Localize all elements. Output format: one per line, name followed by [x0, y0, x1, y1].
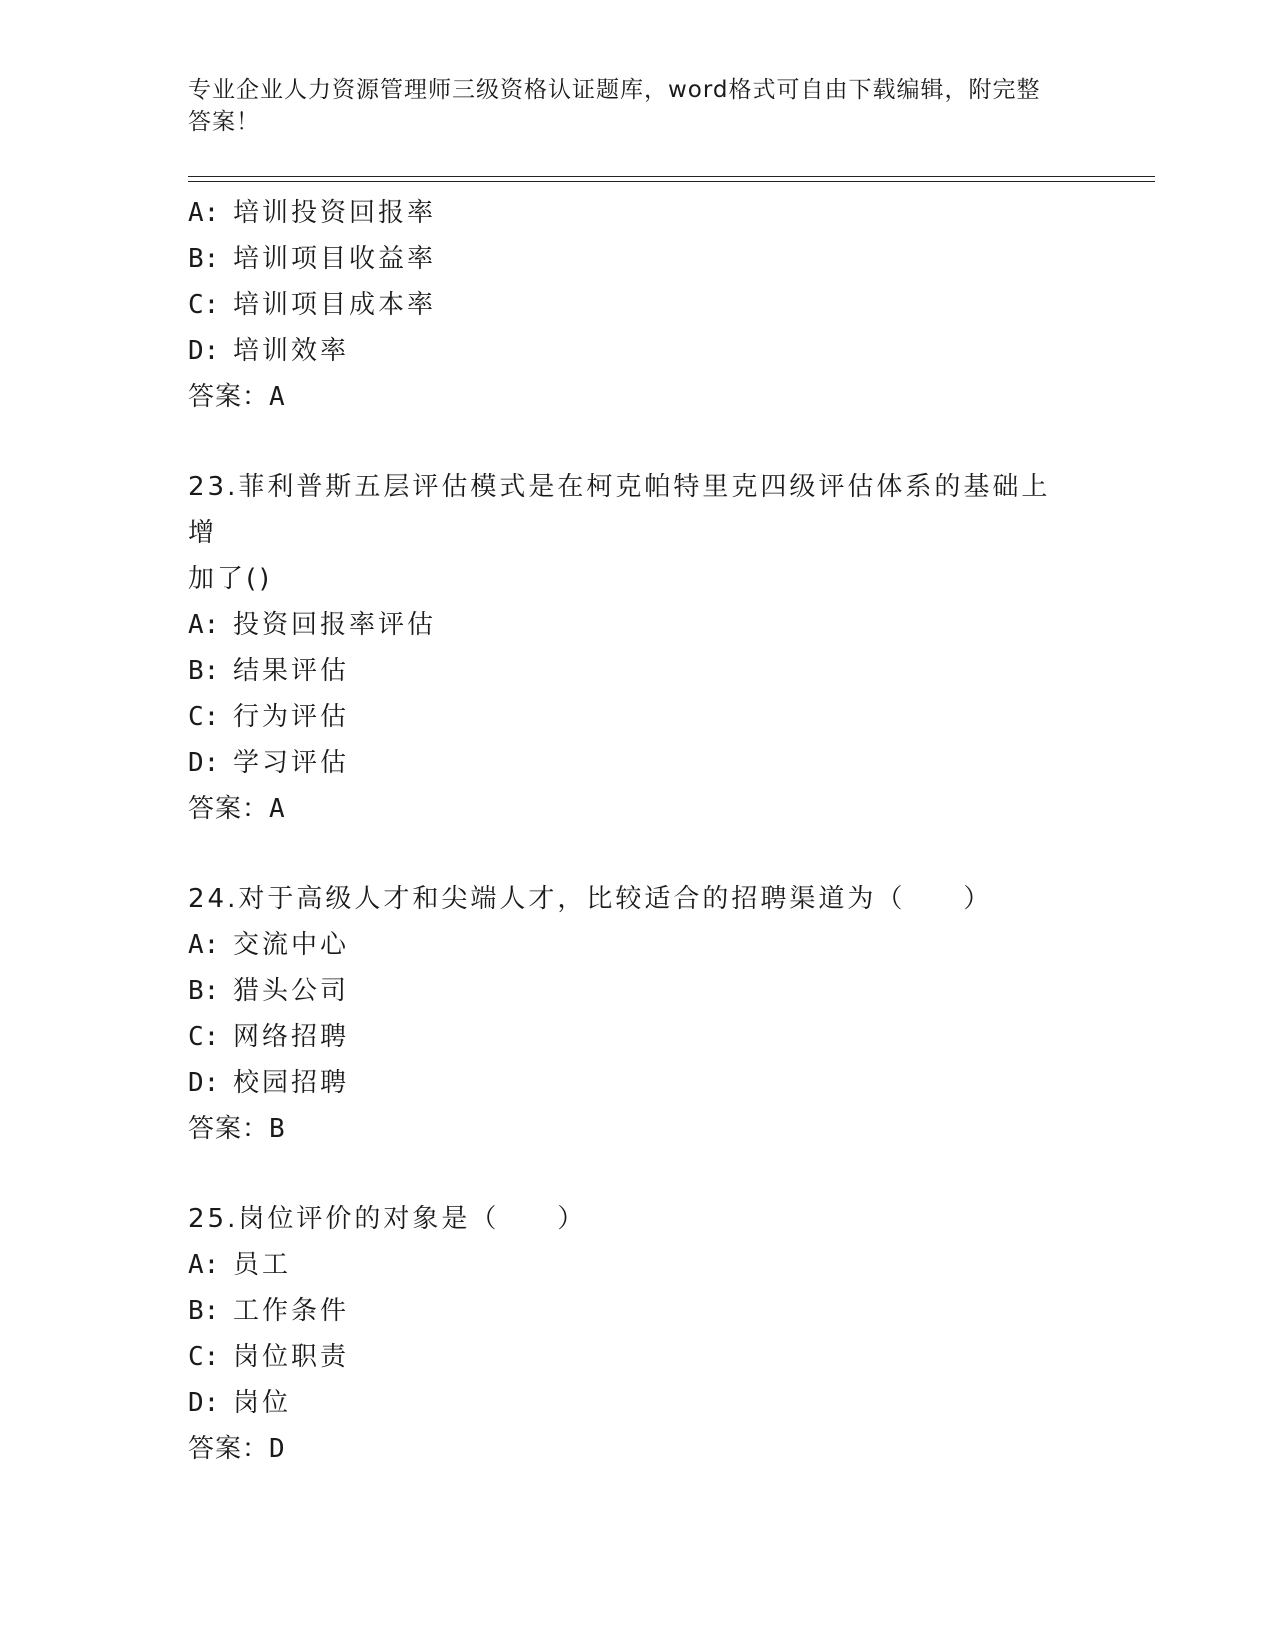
option-c	[188, 1334, 1088, 1380]
answer-line	[188, 786, 1088, 832]
option-label: C:	[188, 290, 220, 320]
header-line-1: 专业企业人力资源管理师三级资格认证题库，word格式可自由下载编辑，附完整	[188, 77, 1041, 103]
option-text: 岗位职责	[233, 1342, 350, 1372]
option-c	[188, 1014, 1088, 1060]
question-25	[188, 1196, 1088, 1472]
option-label: D:	[188, 1388, 220, 1418]
answer-line	[188, 374, 1088, 420]
question-24	[188, 876, 1088, 1152]
option-label: B:	[188, 976, 220, 1006]
option-label: D:	[188, 336, 220, 366]
option-text: 投资回报率评估	[233, 610, 437, 640]
answer-label: 答案：	[188, 1114, 270, 1144]
stem-line-1: 25.岗位评价的对象是（ ）	[188, 1204, 587, 1234]
option-a	[188, 602, 1088, 648]
header-divider-bottom	[188, 181, 1155, 182]
option-label: D:	[188, 748, 220, 778]
header-divider-top	[188, 176, 1155, 177]
option-b	[188, 968, 1088, 1014]
option-text: 岗位	[233, 1388, 292, 1418]
option-text: 培训项目成本率	[233, 290, 437, 320]
option-label: B:	[188, 656, 220, 686]
answer-line	[188, 1106, 1088, 1152]
option-d	[188, 1380, 1088, 1426]
option-text: 培训效率	[233, 336, 350, 366]
option-d	[188, 328, 1088, 374]
option-text: 网络招聘	[233, 1022, 350, 1052]
question-stem	[188, 876, 1078, 922]
header-line-2: 答案！	[188, 109, 260, 135]
option-text: 学习评估	[233, 748, 350, 778]
option-b	[188, 1288, 1088, 1334]
question-stem	[188, 464, 1078, 602]
answer-line	[188, 1426, 1088, 1472]
option-label: A:	[188, 930, 220, 960]
option-text: 猎头公司	[233, 976, 350, 1006]
option-b	[188, 648, 1088, 694]
question-23	[188, 464, 1088, 832]
stem-line-2: 加了()	[188, 564, 273, 594]
answer-value: A	[269, 382, 286, 412]
option-label: B:	[188, 1296, 220, 1326]
option-a	[188, 922, 1088, 968]
page-header	[188, 74, 1078, 138]
option-c	[188, 694, 1088, 740]
option-c	[188, 282, 1088, 328]
option-label: C:	[188, 1022, 220, 1052]
question-stem	[188, 1196, 1078, 1242]
option-b	[188, 236, 1088, 282]
option-label: A:	[188, 1250, 220, 1280]
option-label: A:	[188, 198, 220, 228]
option-text: 校园招聘	[233, 1068, 350, 1098]
option-label: A:	[188, 610, 220, 640]
option-a	[188, 1242, 1088, 1288]
option-label: D:	[188, 1068, 220, 1098]
answer-label: 答案：	[188, 794, 270, 824]
option-text: 结果评估	[233, 656, 350, 686]
question-22	[188, 190, 1088, 420]
option-text: 员工	[233, 1250, 292, 1280]
option-label: C:	[188, 702, 220, 732]
answer-value: D	[269, 1434, 286, 1464]
answer-value: A	[269, 794, 286, 824]
answer-label: 答案：	[188, 382, 270, 412]
question-list	[188, 190, 1088, 1472]
option-d	[188, 1060, 1088, 1106]
option-text: 工作条件	[233, 1296, 350, 1326]
option-text: 交流中心	[233, 930, 350, 960]
option-text: 培训投资回报率	[233, 198, 437, 228]
stem-line-1: 24.对于高级人才和尖端人才，比较适合的招聘渠道为（ ）	[188, 884, 993, 914]
option-text: 培训项目收益率	[233, 244, 437, 274]
option-a	[188, 190, 1088, 236]
option-text: 行为评估	[233, 702, 350, 732]
option-label: C:	[188, 1342, 220, 1372]
option-label: B:	[188, 244, 220, 274]
option-d	[188, 740, 1088, 786]
stem-line-1: 23.菲利普斯五层评估模式是在柯克帕特里克四级评估体系的基础上增	[188, 472, 1051, 548]
answer-label: 答案：	[188, 1434, 270, 1464]
answer-value: B	[269, 1114, 286, 1144]
